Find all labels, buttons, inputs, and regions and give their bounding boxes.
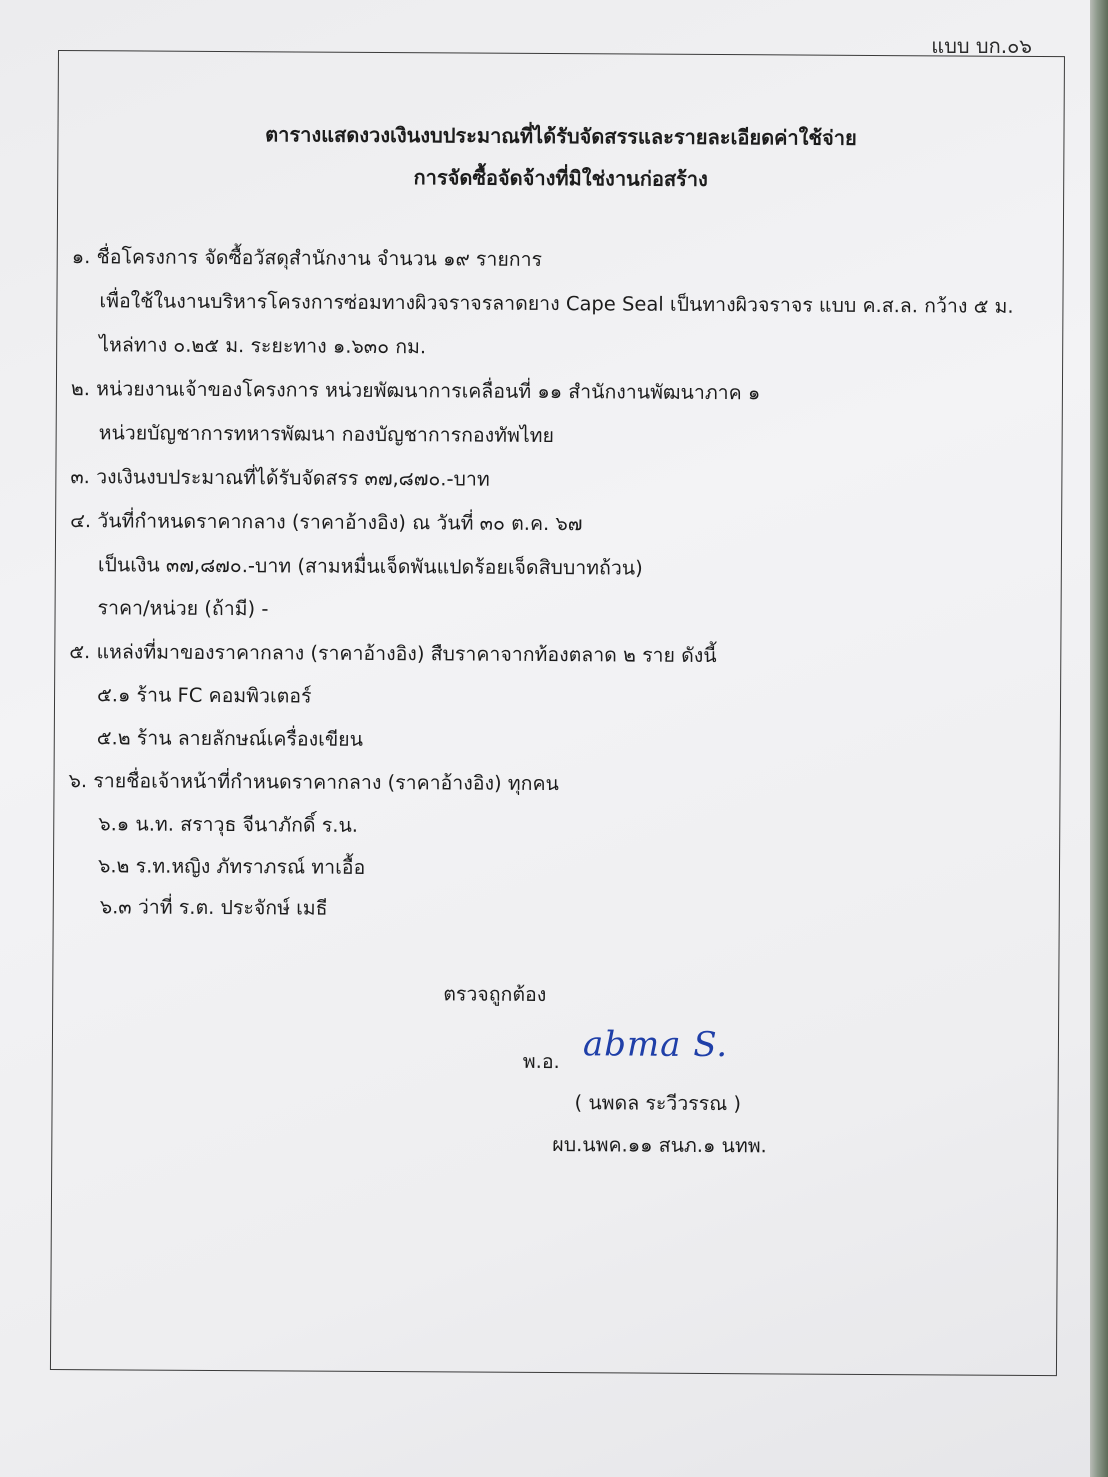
document-title-line2: การจัดซื้อจัดจ้างที่มิใช่งานก่อสร้าง: [413, 165, 708, 191]
signer-name: ( นพดล ระวีวรรณ ): [574, 1091, 742, 1116]
item-4-price-date: ๔. วันที่กำหนดราคากลาง (ราคาอ้างอิง) ณ วันที่ ๓๐ ต.ค. ๖๗: [70, 509, 583, 536]
item-3-budget: ๓. วงเงินงบประมาณที่ได้รับจัดสรร ๓๗,๘๗๐.-บาท: [70, 465, 490, 491]
item-2-command: หน่วยบัญชาการทหารพัฒนา กองบัญชาการกองทัพไทย: [98, 421, 555, 448]
item-6-2-member: ๖.๒ ร.ท.หญิง ภัทราภรณ์ ทาเอื้อ: [97, 854, 366, 879]
item-4-amount: เป็นเงิน ๓๗,๘๗๐.-บาท (สามหมื่นเจ็ดพันแปดร้อยเจ็ดสิบบาทถ้วน): [97, 553, 643, 580]
item-6-3-member: ๖.๓ ว่าที่ ร.ต. ประจักษ์ เมธี: [99, 895, 328, 920]
document-frame: [50, 50, 1065, 1376]
certify-label: ตรวจถูกต้อง: [443, 982, 547, 1007]
background-edge: [1090, 0, 1108, 1477]
signer-position: ผบ.นพค.๑๑ สนภ.๑ นทพ.: [552, 1133, 767, 1158]
item-1-project-name: ๑. ชื่อโครงการ จัดซื้อวัสดุสำนักงาน จำนวน ๑๙ รายการ: [71, 245, 543, 271]
item-5-price-source: ๕. แหล่งที่มาของราคากลาง (ราคาอ้างอิง) สืบราคาจากท้องตลาด ๒ ราย ดังนี้: [69, 640, 717, 668]
item-4-unit-price: ราคา/หน่วย (ถ้ามี) -: [97, 596, 269, 621]
item-1-purpose: เพื่อใช้ในงานบริหารโครงการซ่อมทางผิวจราจรลาดยาง Cape Seal เป็นทางผิวจราจร แบบ ค.ส.ล. กว้าง ๕ ม.: [99, 289, 1014, 318]
signer-rank: พ.อ.: [522, 1049, 560, 1074]
item-5-2-shop: ๕.๒ ร้าน ลายลักษณ์เครื่องเขียน: [96, 726, 364, 751]
signature: abma S.: [582, 1024, 729, 1066]
item-6-committee: ๖. รายชื่อเจ้าหน้าที่กำหนดราคากลาง (ราคาอ้างอิง) ทุกคน: [68, 769, 559, 796]
form-code: แบบ บก.๐๖: [931, 34, 1032, 58]
document-title-line1: ตารางแสดงวงเงินงบประมาณที่ได้รับจัดสรรและรายละเอียดค่าใช้จ่าย: [265, 122, 857, 150]
item-5-1-shop: ๕.๑ ร้าน FC คอมพิวเตอร์: [96, 683, 312, 708]
item-1-shoulder: ไหล่ทาง ๐.๒๕ ม. ระยะทาง ๑.๖๓๐ กม.: [99, 333, 427, 359]
item-2-owner-unit: ๒. หน่วยงานเจ้าของโครงการ หน่วยพัฒนาการเคลื่อนที่ ๑๑ สำนักงานพัฒนาภาค ๑: [70, 377, 761, 405]
document-body: [51, 51, 1064, 1375]
item-6-1-member: ๖.๑ น.ท. สราวุธ จีนาภักดิ์ ร.น.: [98, 812, 359, 837]
